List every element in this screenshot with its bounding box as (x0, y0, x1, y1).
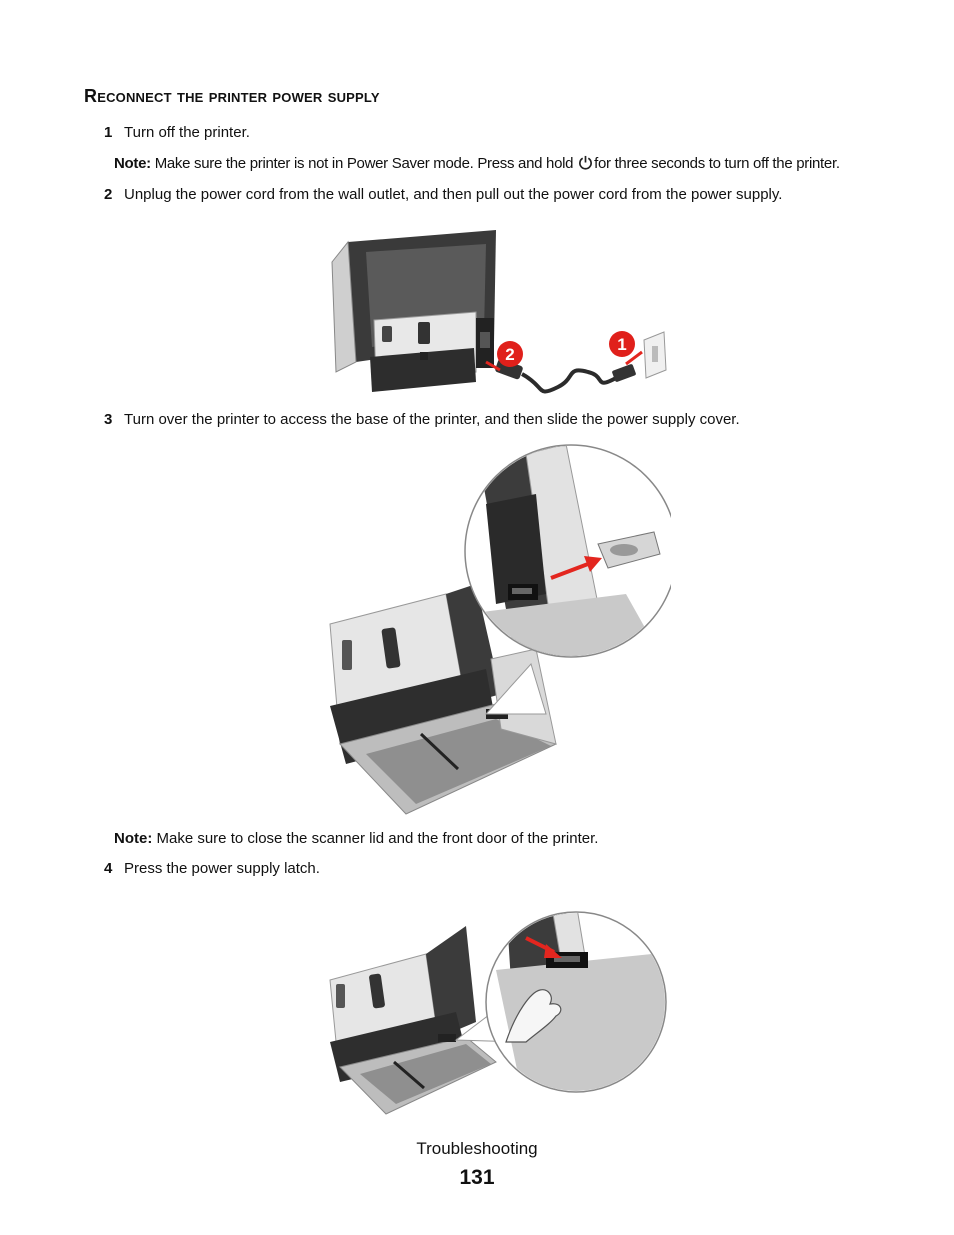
svg-text:1: 1 (617, 335, 627, 354)
step-text: Press the power supply latch. (124, 860, 320, 877)
step-number: 4 (104, 860, 113, 877)
step-3 (104, 411, 740, 428)
note-text: Make sure to close the scanner lid and the front door of the printer. (152, 830, 599, 847)
page-number: 131 (459, 1166, 495, 1189)
zoom-detail-circle (486, 902, 671, 1112)
step-2 (104, 186, 782, 203)
callout-2 (497, 341, 523, 367)
step-text: Turn over the printer to access the base of the printer, and then slide the power supply cover. (124, 411, 740, 428)
section-heading: Reconnect the printer power supply (84, 86, 380, 106)
step-number: 3 (104, 411, 113, 428)
svg-text:2: 2 (505, 345, 515, 364)
note-label: Note: (114, 830, 153, 847)
figure-unplug-power-cord (326, 222, 671, 394)
step-number: 1 (104, 124, 113, 141)
step-text: Unplug the power cord from the wall outlet, and then pull out the power cord from the power supply. (124, 186, 783, 203)
figure-slide-power-supply-cover (326, 444, 671, 816)
step-text: Turn off the printer. (124, 124, 250, 141)
zoom-detail-circle (465, 444, 671, 684)
note-label: Note: (114, 155, 151, 172)
footer-section-name: Troubleshooting (416, 1139, 538, 1158)
note-power-saver (114, 155, 840, 172)
power-icon (578, 155, 593, 170)
step-4 (104, 860, 320, 877)
figure-press-power-supply-latch (326, 892, 671, 1116)
note-text-before: Make sure the printer is not in Power Saver mode. Press and hold (150, 155, 578, 172)
note-close-lid (114, 830, 598, 847)
printer-rear-illustration (332, 230, 496, 392)
step-1 (104, 124, 250, 141)
step-number: 2 (104, 186, 113, 203)
callout-1 (609, 331, 635, 357)
note-text-after: for three seconds to turn off the printer. (594, 155, 840, 172)
printer-latch-illustration (330, 926, 496, 1114)
